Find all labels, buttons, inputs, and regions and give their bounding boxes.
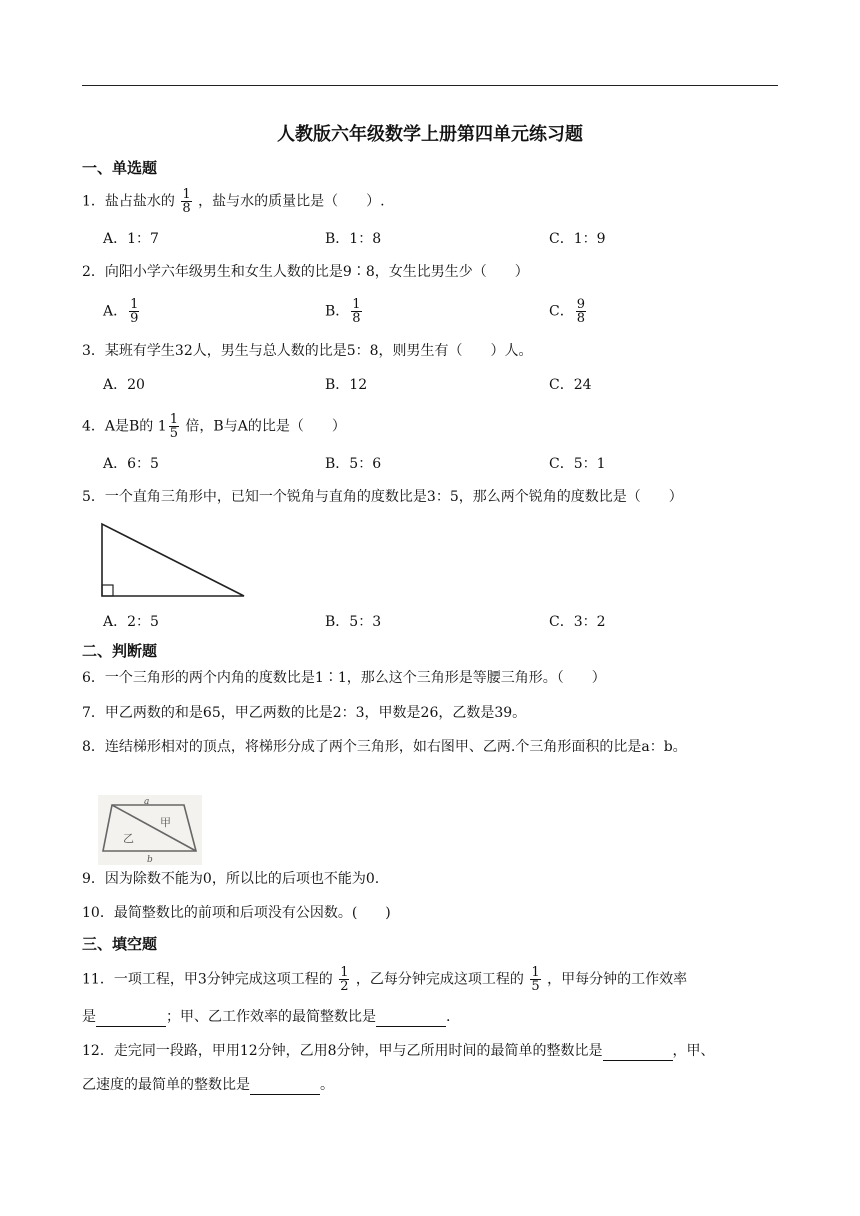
fraction-denominator: 5 bbox=[169, 426, 178, 441]
question-11-middle: ，乙每分钟完成这项工程的 bbox=[355, 971, 524, 988]
question-4-suffix: 倍，B与A的比是（ ） bbox=[185, 418, 346, 435]
fraction-numerator: 1 bbox=[169, 412, 178, 427]
q3-option-b[interactable]: B．12 bbox=[325, 377, 368, 393]
label-a: a bbox=[144, 797, 150, 807]
question-11 bbox=[82, 966, 687, 993]
question-6: 6．一个三角形的两个内角的度数比是1∶1，那么这个三角形是等腰三角形。（ ） bbox=[82, 670, 606, 686]
q2-option-c-label: C． bbox=[549, 303, 574, 320]
answer-blank-2[interactable] bbox=[376, 1012, 446, 1027]
fraction-1-5 bbox=[530, 966, 540, 993]
fraction-9-8 bbox=[576, 298, 586, 325]
fraction-denominator: 8 bbox=[352, 311, 361, 326]
question-3: 3．某班有学生32人，男生与总人数的比是5：8，则男生有（ ）人。 bbox=[82, 343, 533, 359]
q2-option-a-label: A． bbox=[103, 303, 128, 320]
fraction-numerator: 1 bbox=[130, 297, 139, 312]
fraction-1-2 bbox=[339, 966, 349, 993]
q1-option-a[interactable]: A．1：7 bbox=[103, 231, 159, 247]
question-1 bbox=[82, 188, 385, 215]
question-1-prefix: 1．盐占盐水的 bbox=[82, 193, 175, 210]
answer-blank-3[interactable] bbox=[603, 1046, 673, 1061]
fraction-numerator: 1 bbox=[340, 965, 349, 980]
fraction-numerator: 1 bbox=[182, 187, 191, 202]
header-rule bbox=[82, 85, 778, 86]
question-11-line-2 bbox=[82, 1007, 450, 1027]
question-5: 5．一个直角三角形中，已知一个锐角与直角的度数比是3：5，那么两个锐角的度数比是（ ） bbox=[82, 489, 683, 505]
q4-option-a[interactable]: A．6：5 bbox=[103, 456, 159, 472]
fraction-denominator: 2 bbox=[340, 979, 349, 994]
q3-option-c[interactable]: C．24 bbox=[549, 377, 592, 393]
question-12-line-2-end: 。 bbox=[320, 1077, 334, 1093]
label-jia: 甲 bbox=[160, 816, 171, 829]
question-4-prefix: 4．A是B的 bbox=[82, 418, 154, 435]
q1-option-c[interactable]: C．1：9 bbox=[549, 231, 606, 247]
question-12-suffix: ，甲、 bbox=[672, 1043, 715, 1059]
q3-option-a[interactable]: A．20 bbox=[103, 377, 145, 393]
q2-option-b[interactable] bbox=[325, 298, 364, 325]
label-yi: 乙 bbox=[123, 832, 134, 845]
fraction-denominator: 8 bbox=[576, 311, 585, 326]
question-11-line-2-middle: ；甲、乙工作效率的最简整数比是 bbox=[166, 1009, 376, 1025]
question-12-prefix: 12．走完同一段路，甲用12分钟，乙用8分钟，甲与乙所用时间的最简单的整数比是 bbox=[82, 1043, 603, 1059]
q1-option-b[interactable]: B．1：8 bbox=[325, 231, 382, 247]
fraction-1-5 bbox=[169, 413, 179, 440]
question-2: 2．向阳小学六年级男生和女生人数的比是9∶8，女生比男生少（ ） bbox=[82, 264, 529, 280]
question-1-suffix: ，盐与水的质量比是（ ）. bbox=[198, 193, 385, 210]
section-heading-fill-in: 三、填空题 bbox=[82, 935, 158, 953]
q5-option-b[interactable]: B．5：3 bbox=[325, 614, 382, 630]
q2-option-b-label: B． bbox=[325, 303, 350, 320]
q4-option-c[interactable]: C．5：1 bbox=[549, 456, 606, 472]
fraction-numerator: 9 bbox=[576, 297, 585, 312]
fraction-1-8 bbox=[181, 188, 191, 215]
fraction-denominator: 8 bbox=[182, 201, 191, 216]
trapezoid-figure bbox=[98, 795, 202, 865]
question-12 bbox=[82, 1041, 715, 1061]
question-12-line-2 bbox=[82, 1075, 334, 1095]
answer-blank-1[interactable] bbox=[96, 1012, 166, 1027]
question-11-line-2-prefix: 是 bbox=[82, 1009, 96, 1025]
mixed-number-integer: 1 bbox=[157, 418, 167, 435]
right-triangle bbox=[102, 524, 244, 596]
q2-option-a[interactable] bbox=[103, 298, 141, 325]
fraction-1-8 bbox=[351, 298, 361, 325]
q2-option-c[interactable] bbox=[549, 298, 588, 325]
section-heading-single-choice: 一、单选题 bbox=[82, 159, 158, 177]
question-8: 8．连结梯形相对的顶点，将梯形分成了两个三角形，如右图甲、乙两.个三角形面积的比是a：b。 bbox=[82, 739, 687, 755]
section-heading-true-false: 二、判断题 bbox=[82, 642, 158, 660]
q5-option-a[interactable]: A．2：5 bbox=[103, 614, 159, 630]
question-10: 10．最简整数比的前项和后项没有公因数。( ) bbox=[82, 905, 391, 921]
question-4 bbox=[82, 413, 346, 440]
page-title: 人教版六年级数学上册第四单元练习题 bbox=[277, 124, 583, 145]
question-7: 7．甲乙两数的和是65，甲乙两数的比是2：3，甲数是26，乙数是39。 bbox=[82, 705, 527, 721]
right-triangle-figure bbox=[98, 520, 250, 600]
fraction-numerator: 1 bbox=[531, 965, 540, 980]
fraction-denominator: 9 bbox=[130, 311, 139, 326]
question-11-line-2-end: . bbox=[446, 1009, 451, 1025]
question-12-line-2-prefix: 乙速度的最简单的整数比是 bbox=[82, 1077, 250, 1093]
question-11-suffix: ，甲每分钟的工作效率 bbox=[547, 971, 688, 988]
fraction-denominator: 5 bbox=[531, 979, 540, 994]
fraction-numerator: 1 bbox=[352, 297, 361, 312]
q4-option-b[interactable]: B．5：6 bbox=[325, 456, 382, 472]
answer-blank-4[interactable] bbox=[250, 1080, 320, 1095]
question-11-prefix: 11．一项工程，甲3分钟完成这项工程的 bbox=[82, 971, 333, 988]
question-9: 9．因为除数不能为0，所以比的后项也不能为0. bbox=[82, 871, 380, 887]
q5-option-c[interactable]: C．3：2 bbox=[549, 614, 606, 630]
right-angle-mark bbox=[102, 585, 113, 596]
label-b: b bbox=[147, 855, 153, 865]
fraction-1-9 bbox=[129, 298, 139, 325]
